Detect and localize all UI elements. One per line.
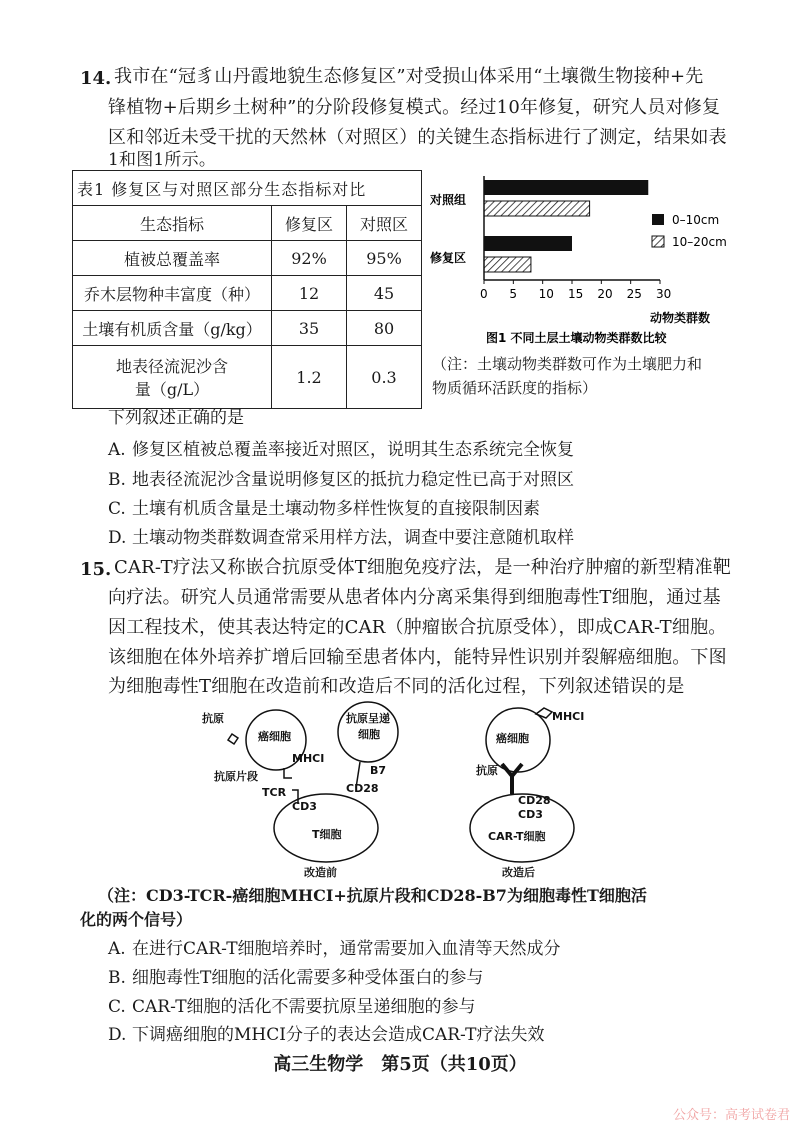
x-tick-label: 5 [509,287,517,301]
x-tick-label: 10 [538,287,554,301]
bar-0-1 [484,201,590,216]
table-cell: 45 [347,276,422,311]
b7-label: B7 [370,764,387,777]
legend-label-0: 0–10cm [672,213,720,227]
legend-swatch-1 [652,236,664,247]
mhc-label: MHCI [552,710,585,723]
category-label: 对照组 [430,193,467,207]
cd28-label: CD28 [346,782,379,795]
table-row [73,276,422,311]
before-caption: 改造前 [304,866,337,879]
x-tick-label: 15 [568,287,584,301]
q15-option-b [108,965,483,991]
antigen-icon [228,734,238,744]
table-cell: 0.3 [347,346,422,409]
watermark: 公众号：高考试卷君 [672,1108,790,1123]
antigen-label: 抗原 [476,764,498,777]
q14-option-b [108,467,574,493]
cd3-label: CD3 [518,808,543,821]
option-text: 土壤动物类群数调查常采用样方法，调查中要注意随机取样 [132,528,574,548]
option-label: D. [108,1025,127,1045]
option-text: 修复区植被总覆盖率接近对照区，说明其生态系统完全恢复 [132,440,574,460]
q14-text-line4: 1和图1所示。 [108,150,217,170]
q15-text-line2: 向疗法。研究人员通常需要从患者体内分离采集得到细胞毒性T细胞，通过基 [108,587,721,608]
fragment-label: 抗原片段 [214,770,258,783]
cancer-cell-label: 癌细胞 [258,730,291,743]
q15-option-a [108,936,561,962]
category-label: 修复区 [430,251,467,265]
car-receptor-icon [502,764,522,794]
table-cell: 35 [272,311,347,346]
option-text: 细胞毒性T细胞的活化需要多种受体蛋白的参与 [132,968,484,988]
t-cell-label: T细胞 [312,828,342,841]
table-row [73,241,422,276]
legend-label-1: 10–20cm [672,235,727,249]
legend-swatch-0 [652,214,664,225]
q15-text-line3: 因工程技术，使其表达特定的CAR（肿瘤嵌合抗原受体），即成CAR-T细胞。 [108,617,727,638]
q15-text-line4: 该细胞在体外培养扩增后回输至患者体内，能特异性识别并裂解癌细胞。下图 [108,647,727,668]
apc-label-line2: 细胞 [358,728,380,741]
table-cell: 植被总覆盖率 [73,241,272,276]
t-cell-activation-diagram [200,700,620,882]
x-tick-label: 30 [656,287,672,301]
table-row [73,311,422,346]
page-footer: 高三生物学 第5页（共10页） [273,1054,527,1075]
tcr-label: TCR [262,786,287,799]
car-t-cell-label: CAR-T细胞 [488,830,546,843]
q15-option-d [108,1022,545,1048]
mhc-icon [284,768,292,778]
x-tick-label: 25 [626,287,642,301]
q14-option-a [108,437,574,463]
q14-option-c [108,496,540,522]
chart-note-line2: 物质循环活跃度的指标） [432,379,598,397]
q15-number: 15. [80,559,112,580]
table-row [73,346,422,409]
option-label: B. [108,968,126,988]
q14-number: 14. [80,68,112,89]
diagram-note-line2: 化的两个信号） [80,910,193,929]
cancer-cell-label: 癌细胞 [496,732,529,745]
option-label: A. [108,440,126,460]
table-cell: 1.2 [272,346,347,409]
ecology-table [72,170,422,409]
table-cell: 80 [347,311,422,346]
q14-text-line1: 我市在“冠豸山丹霞地貌生态修复区”对受损山体采用“土壤微生物接种+先 [114,66,704,87]
before-panel [202,702,398,879]
option-label: A. [108,939,126,959]
soil-animal-bar-chart [428,168,728,350]
bar-1-0 [484,236,572,251]
mhc-icon [536,708,552,718]
mhc-label: MHCI [292,752,325,765]
x-tick-label: 0 [480,287,488,301]
option-label: B. [108,470,126,490]
diagram-note-line1: （注：CD3-TCR-癌细胞MHCⅠ+抗原片段和CD28-B7为细胞毒性T细胞活 [98,886,647,905]
option-label: D. [108,528,127,548]
bar-1-1 [484,257,531,272]
option-label: C. [108,499,126,519]
chart-caption: 图1 不同土层土壤动物类群数比较 [486,331,667,345]
table-cell: 95% [347,241,422,276]
table-caption: 表1 修复区与对照区部分生态指标对比 [73,171,422,206]
antigen-label: 抗原 [202,712,224,725]
x-tick-label: 20 [597,287,613,301]
q14-option-d [108,525,574,551]
table-header: 对照区 [347,206,422,241]
cd28-label: CD28 [518,794,551,807]
option-text: 地表径流泥沙含量说明修复区的抵抗力稳定性已高于对照区 [132,470,574,490]
table-cell: 乔木层物种丰富度（种） [73,276,272,311]
option-text: 土壤有机质含量是土壤动物多样性恢复的直接限制因素 [132,499,540,519]
q15-text-line5: 为细胞毒性T细胞在改造前和改造后不同的活化过程，下列叙述错误的是 [108,676,685,697]
table-cell: 土壤有机质含量（g/kg） [73,311,272,346]
x-axis-label: 动物类群数 [650,311,711,325]
table-cell: 12 [272,276,347,311]
option-text: CAR-T细胞的活化不需要抗原呈递细胞的参与 [132,997,476,1017]
cd3-label: CD3 [292,800,317,813]
table-header: 修复区 [272,206,347,241]
apc-label-line1: 抗原呈递 [346,712,390,725]
q15-text-line1: CAR-T疗法又称嵌合抗原受体T细胞免疫疗法，是一种治疗肿瘤的新型精准靶 [114,557,731,578]
q14-stem: 下列叙述正确的是 [108,408,244,428]
q14-text-line2: 锋植物+后期乡土树种”的分阶段修复模式。经过10年修复，研究人员对修复 [108,97,721,118]
q15-option-c [108,994,476,1020]
table-header: 生态指标 [73,206,272,241]
option-text: 下调癌细胞的MHCⅠ分子的表达会造成CAR-T疗法失效 [132,1025,545,1045]
after-caption: 改造后 [502,866,535,879]
option-text: 在进行CAR-T细胞培养时，通常需要加入血清等天然成分 [132,939,561,959]
chart-note-line1: （注：土壤动物类群数可作为土壤肥力和 [432,355,703,373]
table-cell: 地表径流泥沙含量（g/L） [73,346,272,409]
after-panel [470,708,584,879]
table-cell: 92% [272,241,347,276]
option-label: C. [108,997,126,1017]
q14-text-line3: 区和邻近未受干扰的天然林（对照区）的关键生态指标进行了测定，结果如表 [108,127,727,148]
bar-0-0 [484,180,648,195]
